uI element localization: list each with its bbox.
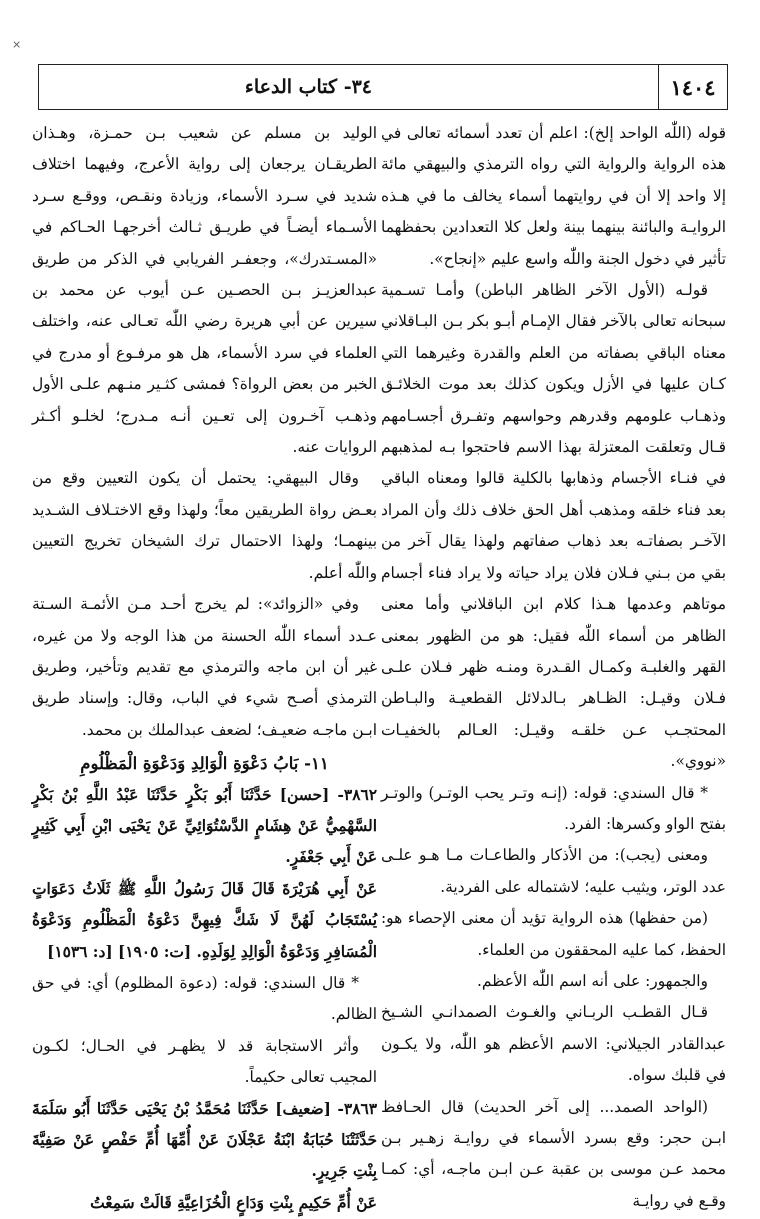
left-column [32,118,377,1219]
hadith-matn: عَنْ أَبِي هُرَيْرَةَ قَالَ قَالَ رَسُولُ اللَّهِ ﷺ ثَلَاثُ دَعَوَاتٍ يُسْتَجَابُ لَهُنَّ لَا شَكَّ فِيهِنَّ دَعْوَةُ الْمَظْلُومِ وَدَعْوَةُ الْمُسَافِرِ وَدَعْوَةُ الْوَالِدِ لِوَلَدِهِ. [ت: ١٩٠٥] [د: ١٥٣٦] [32,879,377,961]
paragraph: * قال السندي: قوله: (إنـه وتـر يحب الوتـر) والوتـر بفتح الواو وكسرها: الفرد. [381,783,726,833]
corner-mark: × [12,38,22,51]
paragraph: وفي «الزوائد»: لم يخرج أحـد مـن الأئمـة السـتة عـدد أسماء اللّٰه الحسنة من هذا الوجه ولا من غيره، غير أن ابن ماجه والترمذي مع تقديم وتأخير، وطريق الترمذي أصـح شيء في الباب، وقال: وإسناد طريق ابـن ماجـه ضعيـف؛ لضعف عبدالملك بن محمد. [32,595,377,739]
paragraph: (الواحد الصمد... إلى آخر الحديث) قال الحـافظ ابـن حجر: وقع بسرد الأسماء في روايـة زهـير بـن محمد عـن موسى بن عقبة عـن ابـن ماجـه، أي: كمـا وقـع في روايـة [381,1097,726,1210]
page-number: ١٤٠٤ [658,65,727,109]
paragraph: قوله (اللّٰه الواحد إلخ): اعلم أن تعدد أسمائه تعالى في هذه الرواية والرواية التي رواه الترمذي والبيهقي مائة إلا واحد إلا أن في روايتهما أسماء يخالف ما في هـذه الروايـة والبائنة بينهما بينة ولعل كلا التعدادين بحفظهما تأثير في دخول الجنة واللّٰه واسع عليم «إنجاح». [381,124,726,268]
paragraph: قولـه (الأول الآخر الظاهر الباطن) وأمـا تسـمية سبحانه تعالى بالآخر فقال الإمـام أبـو بكر بـن البـاقلاني معناه الباقي بصفاته من العلم والقدرة وغيرهما التي كـان عليها في الأزل ويكون كذلك بعد موت الخلائـق وذهـاب علومهم وقدرهم وحواسهم وتفـرق أجسـامهم قـال وتعلقت المعتزلة بهذا الاسم فاحتجوا بـه لمذهبهم في فنـاء الأجسام وذهابها بالكلية قالوا ومعناه الباقي بعد فناء خلقه ومذهب أهل الحق خلاف ذلك وأن المراد الآخـر بصفاتـه بعد ذهاب صفاتهم ولهذا يقال آخر من بقي من بـني فـلان فلان يراد حياته ولا يراد فناء أجسام موتاهم وعدمها هـذا كلام ابن الباقلاني وأما معنى الظاهر من أسماء اللّٰه فقيل: هو من الظهور بمعنى القهر والغلبـة وكمـال القـدرة ومنـه ظهر فـلان علـى فـلان وقيـل: الظـاهر بـالدلائل القطعيـة والبـاطن المحتجـب عـن خلقـه وقيـل: العـالم بالخفيـات «نووي». [381,281,726,771]
paragraph: (من حفظها) هذه الرواية تؤيد أن معنى الإحصاء هو: الحفظ، كما عليه المحققون من العلماء. [381,909,726,959]
hadith-matn: عَنْ أُمِّ حَكِيمٍ بِنْتِ وَدَاعٍ الْخُزَاعِيَّةِ قَالَتْ سَمِعْتُ [90,1193,377,1212]
chapter-heading: ١١- بَابُ دَعْوَةِ الْوَالِدِ وَدَعْوَةِ الْمَظْلُومِ [80,754,329,774]
paragraph: وقال البيهقي: يحتمل أن يكون التعيين وقع من بعـض رواة الطريقين معاً؛ ولهذا وقع الاختـلاف الشـديد بينهمـا؛ ولهذا الاحتمال ترك الشيخان تخريج التعيين واللّٰه أعلم. [32,469,377,582]
paragraph: قـال القطـب الربـاني والغـوث الصمدانـي الشـيخ عبدالقادر الجيلاني: الاسم الأعظم هو اللّٰه، ولا يكـون في قلبك سواه. [381,1003,726,1085]
page-header [38,64,728,110]
commentary: وأثر الاستجابة قد لا يظهـر في الحـال؛ لكـون المجيب تعالى حكيماً. [32,1036,377,1087]
hadith-isnad: ٣٨٦٢- [حسن] حَدَّثَنَا أَبُو بَكْرٍ حَدَّثَنَا عَبْدُ اللَّهِ بْنُ بَكْرٍ السَّهْمِيُّ عَنْ هِشَامٍ الدَّسْتُوَائِيِّ عَنْ يَحْيَى ابْنِ أَبِي كَثِيرٍ عَنْ أَبِي جَعْفَرٍ. [32,785,377,867]
paragraph: والجمهور: على أنه اسم اللّٰه الأعظم. [477,971,708,990]
commentary: * قال السندي: قوله: (دعوة المظلوم) أي: في حق الظالم. [32,973,377,1024]
right-column [381,118,726,1217]
paragraph: الوليد بن مسلم عن شعيب بـن حمـزة، وهـذان الطريقـان يرجعان إلى رواية الأعرج، وفيهما اختلاف شديد في سـرد الأسماء، وزيادة ونقـص، ووقـع سـرد الأسـماء أيضـاً في طريـق ثـالث أخرجهـا الحـاكم في «المسـتدرك»، وجعفـر الفريابي في الذكر من طريق عبدالعزيـز بـن الحصـين عـن أيوب عن محمد بن سيرين عن أبي هريرة رضي اللّٰه تعـالى عنه، واختلف العلماء في سرد الأسماء، هل هو مرفـوع أو مدرج في الخبر من بعض الرواة؟ فمشى كثـير منـهم علـى الأول وذهـب آخـرون إلى تعـين أنـه مـدرج؛ لخلـو أكـثر الروايات عنه. [32,124,377,457]
chapter-title: ٣٤- كتاب الدعاء [244,76,372,98]
paragraph: ومعنى (يجب): من الأذكار والطاعـات مـا هـو علـى عدد الوتر، ويثيب عليه؛ لاشتماله على الفردية. [381,846,726,896]
hadith-isnad: ٣٨٦٣- [ضعيف] حَدَّثَنَا مُحَمَّدُ بْنُ يَحْيَى حَدَّثَنَا أَبُو سَلَمَةَ حَدَّثَتْنَا حُبَابَةُ ابْنَةُ عَجْلَانَ عَنْ أُمِّهَا أُمِّ حَفْصٍ عَنْ صَفِيَّةَ بِنْتِ جَرِيرٍ. [32,1099,377,1181]
